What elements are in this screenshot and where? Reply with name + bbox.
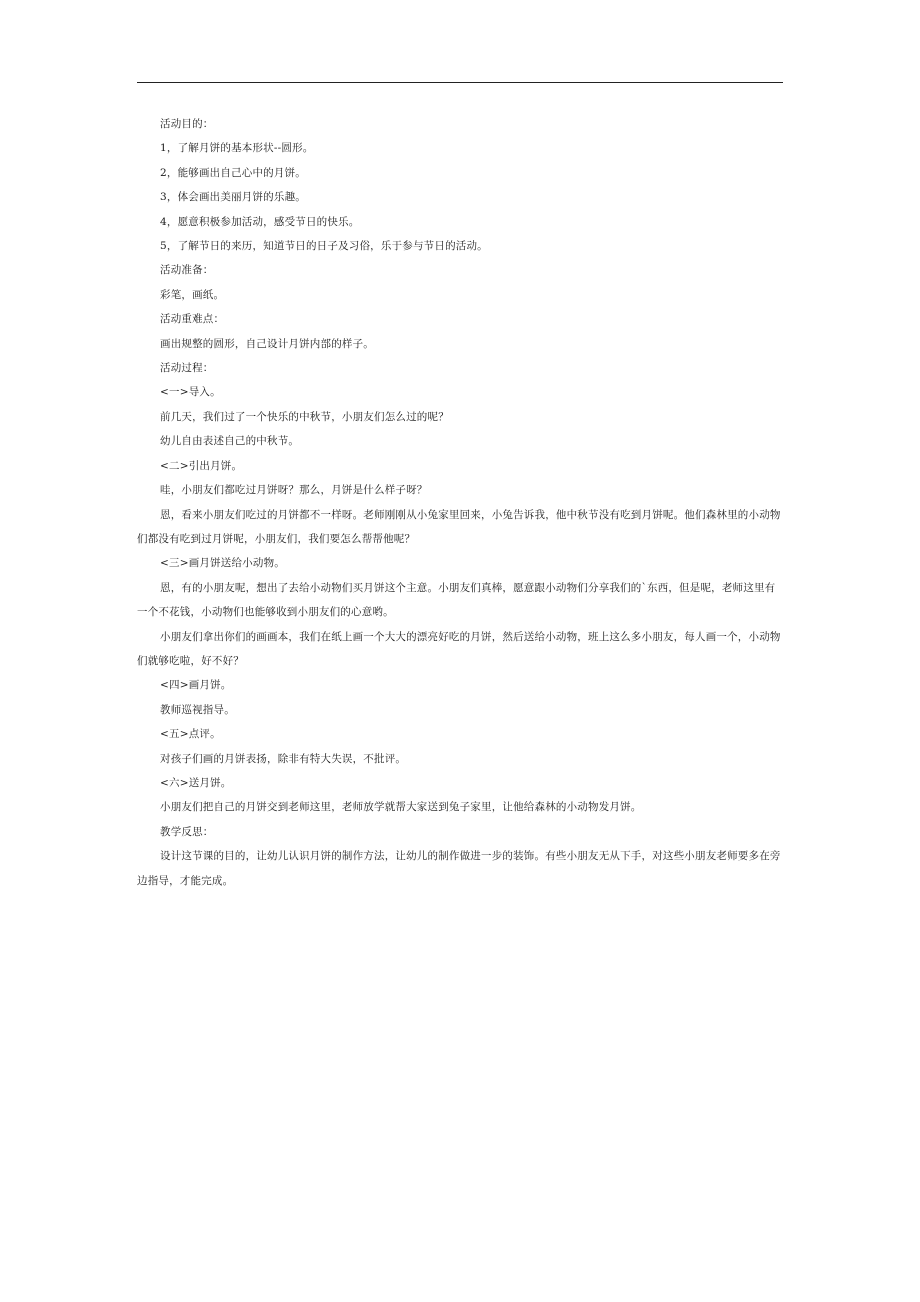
heading-key-difficulties: 活动重难点： <box>160 313 225 326</box>
header-rule <box>137 82 783 83</box>
goal-item-5: 5，了解节日的来历，知道节日的日子及习俗，乐于参与节日的活动。 <box>160 240 488 253</box>
step-1-title: <一>导入。 <box>160 386 221 399</box>
goal-item-1: 1，了解月饼的基本形状--圆形。 <box>160 142 314 155</box>
step-6-title: <六>送月饼。 <box>160 776 232 789</box>
reflection-text: 设计这节课的目的，让幼儿认识月饼的制作方法，让幼儿的制作做进一步的装饰。有些小朋友无从下手，对这些小朋友老师要多在旁边指导，才能完成。 <box>137 850 781 887</box>
goal-item-2: 2，能够画出自己心中的月饼。 <box>160 166 306 179</box>
document-body <box>137 112 783 893</box>
goal-item-4: 4，愿意积极参加活动，感受节日的快乐。 <box>160 215 360 228</box>
step-4-title: <四>画月饼。 <box>160 679 232 692</box>
step-2-text-a: 哇，小朋友们都吃过月饼呀？那么，月饼是什么样子呀？ <box>160 484 428 497</box>
step-3-title: <三>画月饼送给小动物。 <box>160 557 285 570</box>
step-2-text-b: 恩，看来小朋友们吃过的月饼都不一样呀。老师刚刚从小兔家里回来，小兔告诉我，他中秋节没有吃到月饼呢。他们森林里的小动物们都没有吃到过月饼呢，小朋友们，我们要怎么帮帮他呢？ <box>137 508 781 545</box>
step-5-title: <五>点评。 <box>160 728 221 741</box>
heading-activity-goals: 活动目的： <box>160 118 214 130</box>
step-1-text-b: 幼儿自由表述自己的中秋节。 <box>160 435 300 448</box>
step-3-text-b: 小朋友们拿出你们的画画本，我们在纸上画一个大大的漂亮好吃的月饼，然后送给小动物，班上这么多小朋友，每人画一个，小动物们就够吃啦，好不好？ <box>137 630 781 667</box>
key-difficulties-text: 画出规整的圆形，自己设计月饼内部的样子。 <box>160 337 374 350</box>
step-6-text: 小朋友们把自己的月饼交到老师这里，老师放学就帮大家送到兔子家里，让他给森林的小动物发月饼。 <box>160 801 642 814</box>
heading-teaching-reflection: 教学反思： <box>160 825 214 838</box>
step-3-text-a: 恩，有的小朋友呢，想出了去给小动物们买月饼这个主意。小朋友们真棒，愿意跟小动物们分享我们的`东西，但是呢，老师这里有一个不花钱，小动物们也能够收到小朋友们的心意哟。 <box>137 581 776 619</box>
preparation-text: 彩笔，画纸。 <box>160 288 225 301</box>
step-5-text: 对孩子们画的月饼表扬，除非有特大失误，不批评。 <box>160 752 407 765</box>
goal-item-3: 3，体会画出美丽月饼的乐趣。 <box>160 191 306 204</box>
heading-activity-process: 活动过程： <box>160 362 214 375</box>
step-1-text-a: 前几天，我们过了一个快乐的中秋节，小朋友们怎么过的呢？ <box>160 410 449 423</box>
heading-activity-preparation: 活动准备： <box>160 264 214 277</box>
step-2-title: <二>引出月饼。 <box>160 459 243 472</box>
step-4-text: 教师巡视指导。 <box>160 703 235 716</box>
